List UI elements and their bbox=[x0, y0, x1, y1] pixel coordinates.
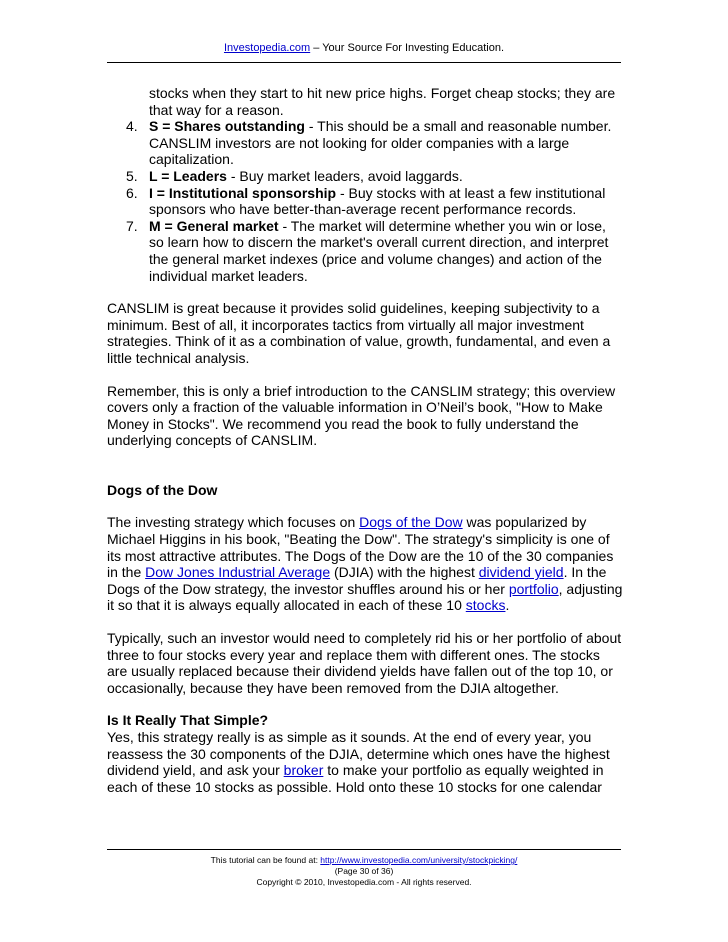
footer-found-at: This tutorial can be found at: bbox=[210, 855, 321, 865]
header-tagline: – Your Source For Investing Education. bbox=[310, 42, 505, 54]
dogs-of-the-dow-link[interactable]: Dogs of the Dow bbox=[359, 514, 463, 531]
investopedia-link[interactable]: Investopedia.com bbox=[223, 42, 311, 54]
list-desc: - The market will determine whether you win or lose, so learn how to discern the market's overall current direction, and interpret the general market indexes (price and volume changes) and action of the individual market leaders. bbox=[149, 217, 609, 284]
stocks-link[interactable]: stocks bbox=[465, 597, 506, 614]
list-term: I = Institutional sponsorship bbox=[149, 184, 337, 201]
broker-link[interactable]: broker bbox=[283, 762, 324, 779]
list-desc: - This should be a small and reasonable number. CANSLIM investors are not looking for older companies with a large capitalization. bbox=[149, 118, 612, 168]
list-desc: - Buy market leaders, avoid laggards. bbox=[226, 167, 463, 184]
text-run: , adjusting it so that it is always equally allocated in each of these 10 bbox=[107, 580, 623, 614]
document-body bbox=[107, 85, 623, 795]
list-number: 6. bbox=[126, 184, 138, 201]
text-run: . In the Dogs of the Dow strategy, the investor shuffles around his or her bbox=[107, 564, 607, 597]
paragraph-canslim-great: CANSLIM is great because it provides solid guidelines, keeping subjectivity to a minimum. Best of all, it incorporates tactics from virtually all major investment strategies. Think of it as a combination of value, growth, fundamental, and even a little technical analysis. bbox=[107, 300, 611, 366]
list-number: 4. bbox=[126, 118, 138, 135]
paragraph-simple bbox=[107, 729, 623, 795]
text-run: . bbox=[505, 597, 510, 614]
paragraph-dogs-intro bbox=[107, 514, 623, 614]
text-run: (DJIA) with the highest bbox=[330, 564, 479, 581]
list-term: S = Shares outstanding bbox=[149, 118, 305, 135]
section-heading-simple: Is It Really That Simple? bbox=[107, 712, 269, 729]
text-run: Yes, this strategy really is as simple as it sounds. At the end of every year, you reassess the 30 components of the DJIA, determine which ones have the highest dividend yield, and ask your bbox=[107, 729, 610, 779]
footer-url-line bbox=[0, 855, 728, 866]
text-run: to make your portfolio as equally weighted in each of these 10 stocks as possible. Hold onto these 10 stocks for one calendar bbox=[107, 762, 604, 795]
text-run: was popularized by Michael Higgins in his book, "Beating the Dow". The strategy's simplicity is one of its most attractive attributes. The Dogs of the Dow are the 10 of the 30 companies in the bbox=[107, 514, 614, 581]
list-item-6 bbox=[107, 185, 623, 218]
paragraph-remember: Remember, this is only a brief introduction to the CANSLIM strategy; this overview covers only a fraction of the valuable information in O’Neil’s book, "How to Make Money in Stocks". We recommend you read the book to fully understand the underlying concepts of CANSLIM. bbox=[107, 382, 616, 449]
list-item-5 bbox=[107, 168, 623, 185]
list-number: 7. bbox=[126, 217, 138, 234]
list-desc: - Buy stocks with at least a few institutional sponsors who have better-than-average recent performance records. bbox=[149, 184, 606, 218]
page-header bbox=[0, 42, 728, 54]
list-term: M = General market bbox=[149, 217, 279, 234]
list-item-4 bbox=[107, 118, 623, 168]
portfolio-link[interactable]: portfolio bbox=[508, 580, 559, 597]
paragraph-dogs-typically: Typically, such an investor would need to completely rid his or her portfolio of about three to four stocks every year and replace them with different ones. The stocks are usually replaced because their dividend yields have fallen out of the top 10, or occasionally, because they have been removed from the DJIA altogether. bbox=[107, 630, 622, 696]
dividend-yield-link[interactable]: dividend yield bbox=[478, 564, 564, 581]
copyright: Copyright © 2010, Investopedia.com - All rights reserved. bbox=[256, 877, 472, 887]
text-run: The investing strategy which focuses on bbox=[107, 514, 360, 531]
header-divider bbox=[107, 62, 621, 63]
section-heading-dogs: Dogs of the Dow bbox=[107, 481, 218, 498]
list-number: 5. bbox=[126, 167, 138, 184]
footer-divider bbox=[107, 849, 621, 850]
list-continuation: stocks when they start to hit new price highs. Forget cheap stocks; they are that way for a reason. bbox=[149, 85, 616, 118]
tutorial-url-link[interactable]: http://www.investopedia.com/university/stockpicking/ bbox=[320, 855, 518, 865]
list-item-7 bbox=[107, 218, 623, 284]
page-number: (Page 30 of 36) bbox=[334, 866, 394, 876]
page-footer bbox=[0, 855, 728, 888]
list-term: L = Leaders bbox=[149, 167, 227, 184]
djia-link[interactable]: Dow Jones Industrial Average bbox=[145, 564, 331, 581]
